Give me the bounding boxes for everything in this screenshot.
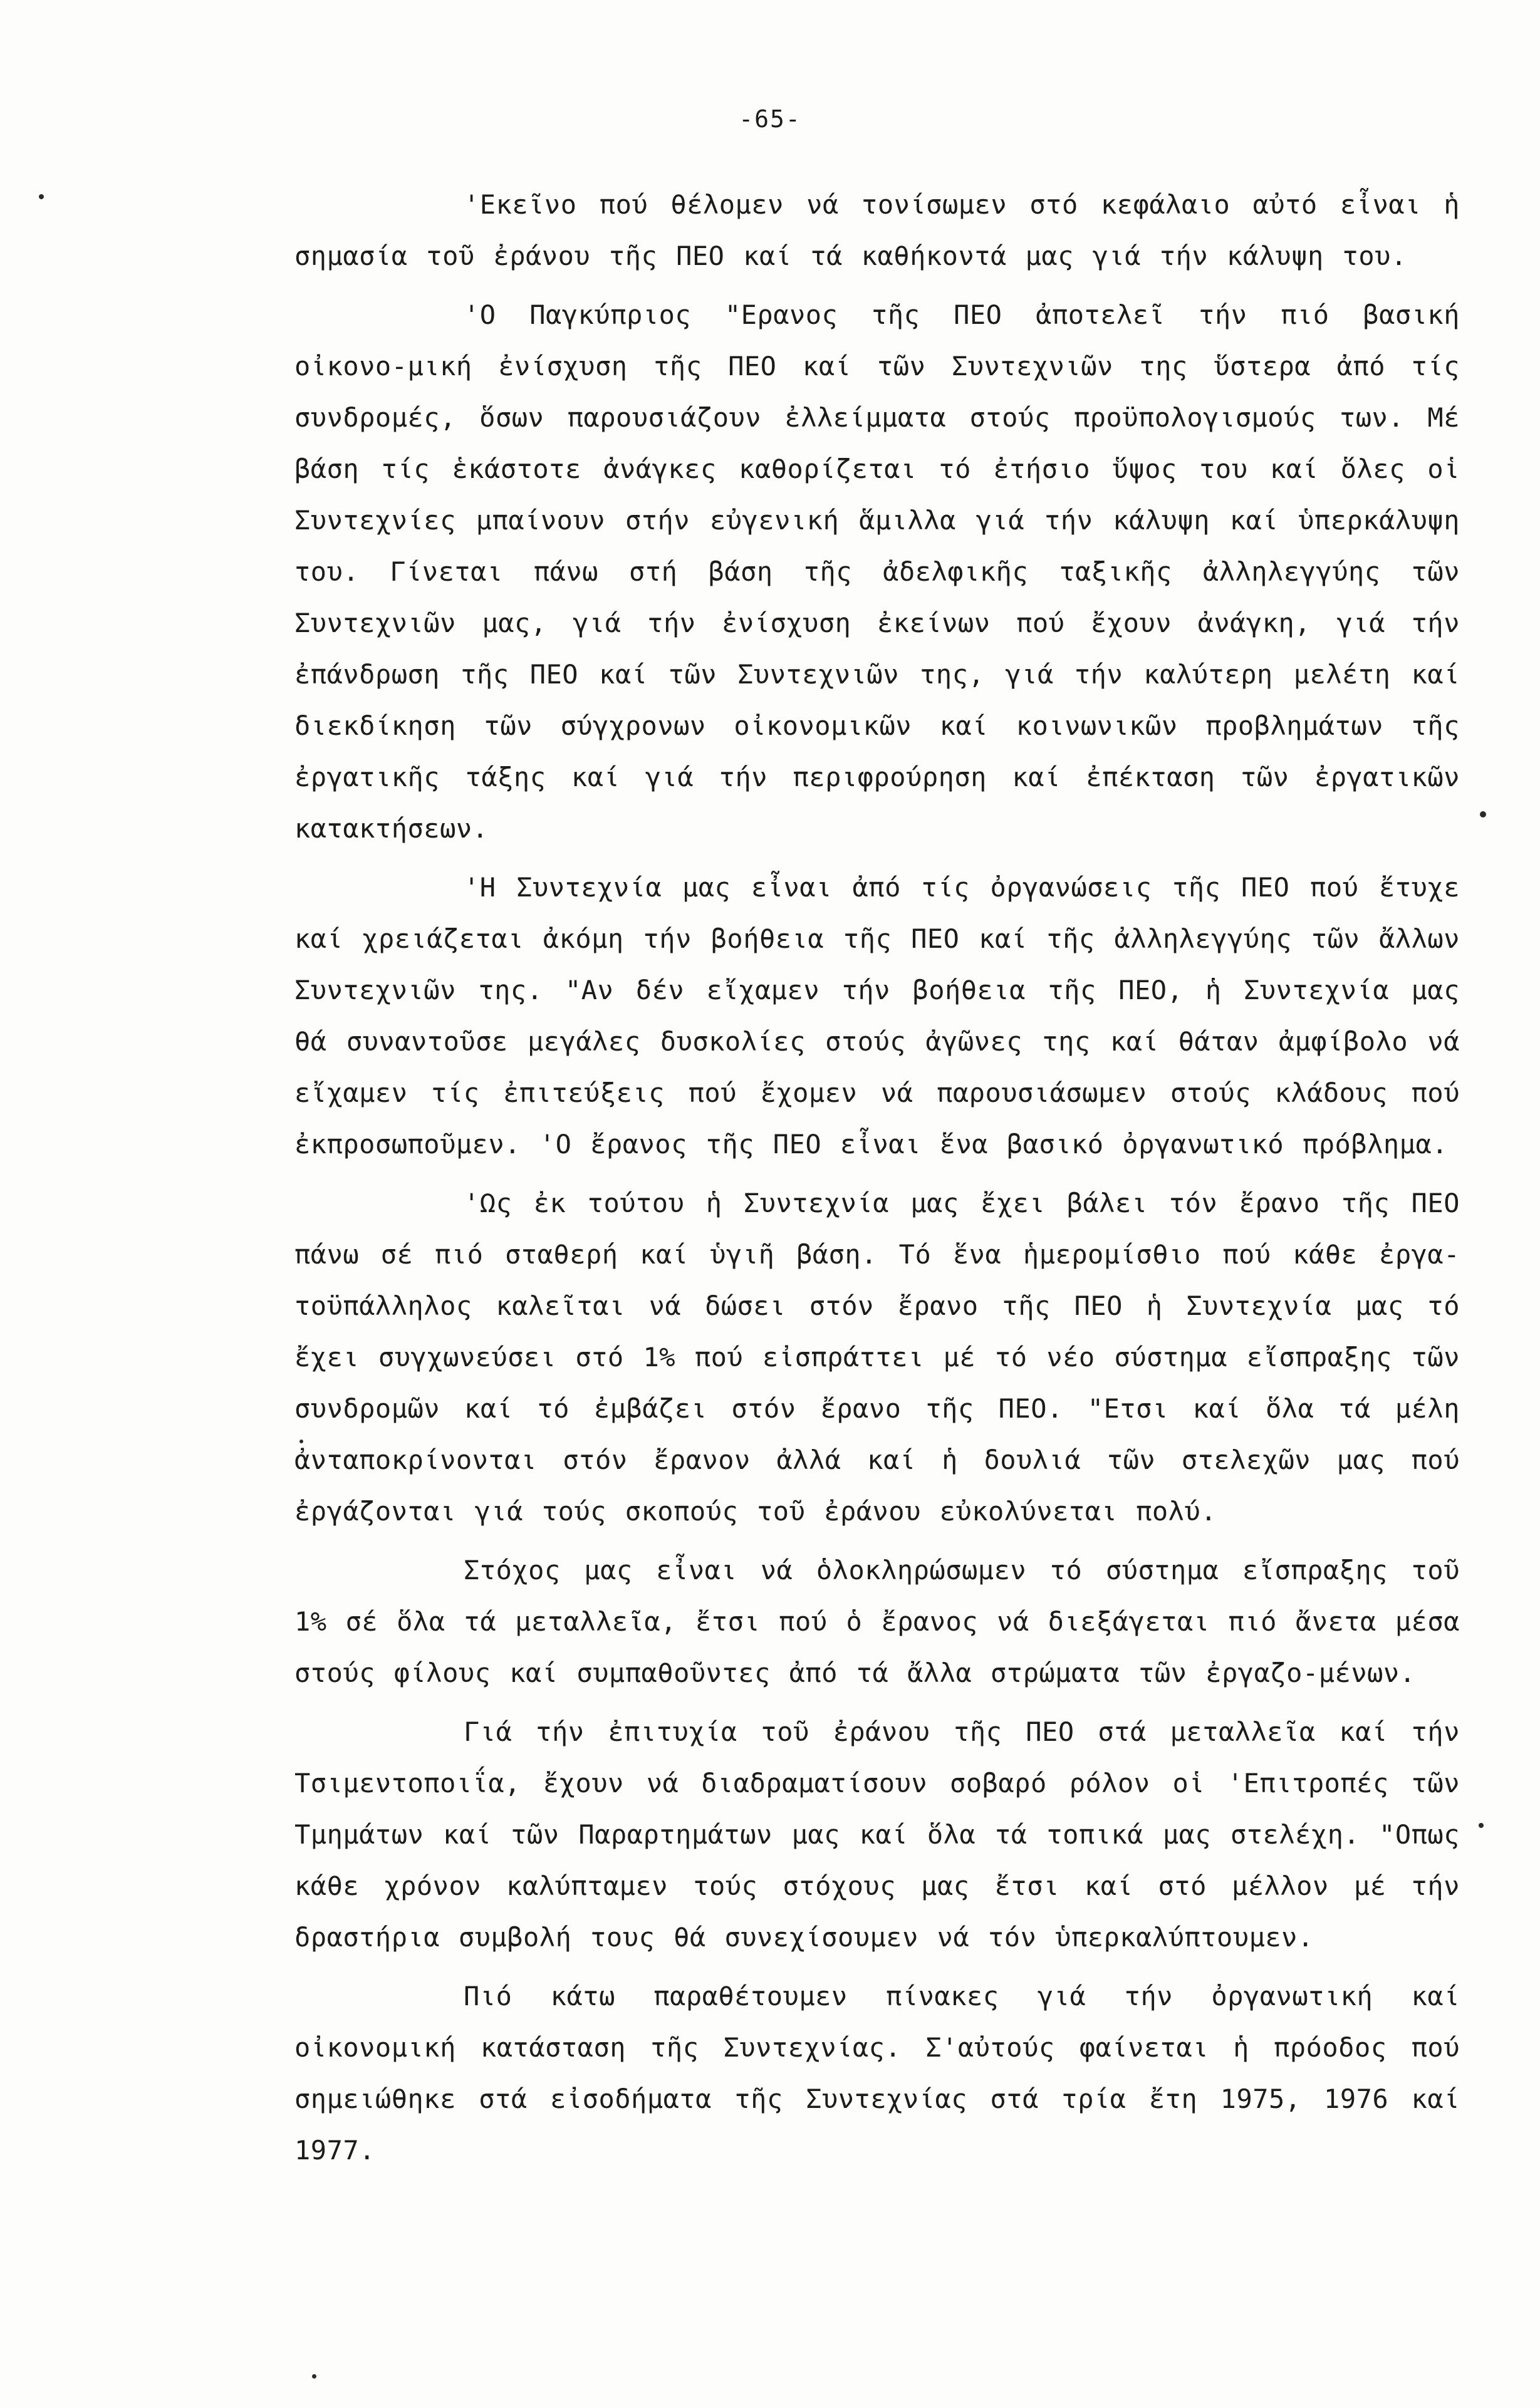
paragraph-4: 'Ως ἐκ τούτου ἡ Συντεχνία μας ἔχει βάλει τόν ἔρανο τῆς ΠΕΟ πάνω σέ πιό σταθερή καί ὑγιῆ βάση. Τό ἕνα ἡμερομίσθιο πού κάθε ἐργα-τοϋπάλληλος καλεῖται νά δώσει στόν ἔρανο τῆς ΠΕΟ ἡ Συντεχνία μας τό ἔχει συγχωνεύσει στό 1% πού εἰσπράττει μέ τό νέο σύστημα εἴσπραξης τῶν συνδρομῶν καί τό ἐμβάζει στόν ἔρανο τῆς ΠΕΟ. "Ετσι καί ὅλα τά μέλη ἀνταποκρίνονται στόν ἔρανον ἀλλά καί ἡ δουλιά τῶν στελεχῶν μας πού ἐργάζονται γιά τούς σκοπούς τοῦ ἐράνου εὐκολύνεται πολύ. xyxy=(294,1188,1460,1527)
paragraph-3: 'Η Συντεχνία μας εἶναι ἀπό τίς ὀργανώσεις τῆς ΠΕΟ πού ἔτυχε καί χρειάζεται ἀκόμη τήν βοήθεια τῆς ΠΕΟ καί τῆς ἀλληλεγγύης τῶν ἄλλων Συντεχνιῶν της. "Αν δέν εἴχαμεν τήν βοήθεια τῆς ΠΕΟ, ἡ Συντεχνία μας θά συναντοῦσε μεγάλες δυσκολίες στούς ἀγῶνες της καί θάταν ἀμφίβολο νά εἴχαμεν τίς ἐπιτεύξεις πού ἔχομεν νά παρουσιάσωμεν στούς κλάδους πού ἐκπροσωποῦμεν. 'Ο ἔρανος τῆς ΠΕΟ εἶναι ἕνα βασικό ὀργανωτικό πρόβλημα. xyxy=(294,872,1460,1160)
body-text xyxy=(294,179,1460,2184)
scan-speck xyxy=(39,194,44,199)
paragraph-6: Γιά τήν ἐπιτυχία τοῦ ἐράνου τῆς ΠΕΟ στά μεταλλεῖα καί τήν Τσιμεντοποιΐα, ἔχουν νά διαδραματίσουν σοβαρό ρόλον οἱ 'Επιτροπές τῶν Τμημάτων καί τῶν Παραρτημάτων μας καί ὅλα τά τοπικά μας στελέχη. "Οπως κάθε χρόνον καλύπταμεν τούς στόχους μας ἔτσι καί στό μέλλον μέ τήν δραστήρια συμβολή τους θά συνεχίσουμεν νά τόν ὑπερκαλύπτουμεν. xyxy=(294,1716,1460,1953)
paragraph-2: 'Ο Παγκύπριος "Ερανος τῆς ΠΕΟ ἀποτελεῖ τήν πιό βασική οἰκονο-μική ἐνίσχυση τῆς ΠΕΟ καί τῶν Συντεχνιῶν της ὕστερα ἀπό τίς συνδρομές, ὅσων παρουσιάζουν ἐλλείμματα στούς προϋπολογισμούς των. Μέ βάση τίς ἑκάστοτε ἀνάγκες καθορίζεται τό ἐτήσιο ὕψος του καί ὅλες οἱ Συντεχνίες μπαίνουν στήν εὐγενική ἅμιλλα γιά τήν κάλυψη καί ὑπερκάλυψη του. Γίνεται πάνω στή βάση τῆς ἀδελφικῆς ταξικῆς ἀλληλεγγύης τῶν Συντεχνιῶν μας, γιά τήν ἐνίσχυση ἐκείνων πού ἔχουν ἀνάγκη, γιά τήν ἐπάνδρωση τῆς ΠΕΟ καί τῶν Συντεχνιῶν της, γιά τήν καλύτερη μελέτη καί διεκδίκηση τῶν σύγχρονων οἰκονομικῶν καί κοινωνικῶν προβλημάτων τῆς ἐργατικῆς τάξης καί γιά τήν περιφρούρηση καί ἐπέκταση τῶν ἐργατικῶν κατακτήσεων. xyxy=(294,299,1460,844)
paragraph-7: Πιό κάτω παραθέτουμεν πίνακες γιά τήν ὀργανωτική καί οἰκονομική κατάσταση τῆς Συντεχνίας. Σ'αὐτούς φαίνεται ἡ πρόοδος πού σημειώθηκε στά εἰσοδήματα τῆς Συντεχνίας στά τρία ἔτη 1975, 1976 καί 1977. xyxy=(294,1981,1460,2166)
scan-speck xyxy=(299,1440,303,1443)
paragraph-5: Στόχος μας εἶναι νά ὁλοκληρώσωμεν τό σύστημα εἴσπραξης τοῦ 1% σέ ὅλα τά μεταλλεῖα, ἔτσι πού ὁ ἔρανος νά διεξάγεται πιό ἄνετα μέσα στούς φίλους καί συμπαθοῦντες ἀπό τά ἄλλα στρώματα τῶν ἐργαζο-μένων. xyxy=(294,1555,1460,1688)
paragraph-1: 'Εκεῖνο πού θέλομεν νά τονίσωμεν στό κεφάλαιο αὐτό εἶναι ἡ σημασία τοῦ ἐράνου τῆς ΠΕΟ καί τά καθήκοντά μας γιά τήν κάλυψη του. xyxy=(294,189,1460,271)
scan-speck xyxy=(1480,811,1486,817)
page-number: -65- xyxy=(739,105,801,133)
scan-speck xyxy=(1479,1823,1484,1828)
scan-speck xyxy=(312,2374,316,2379)
